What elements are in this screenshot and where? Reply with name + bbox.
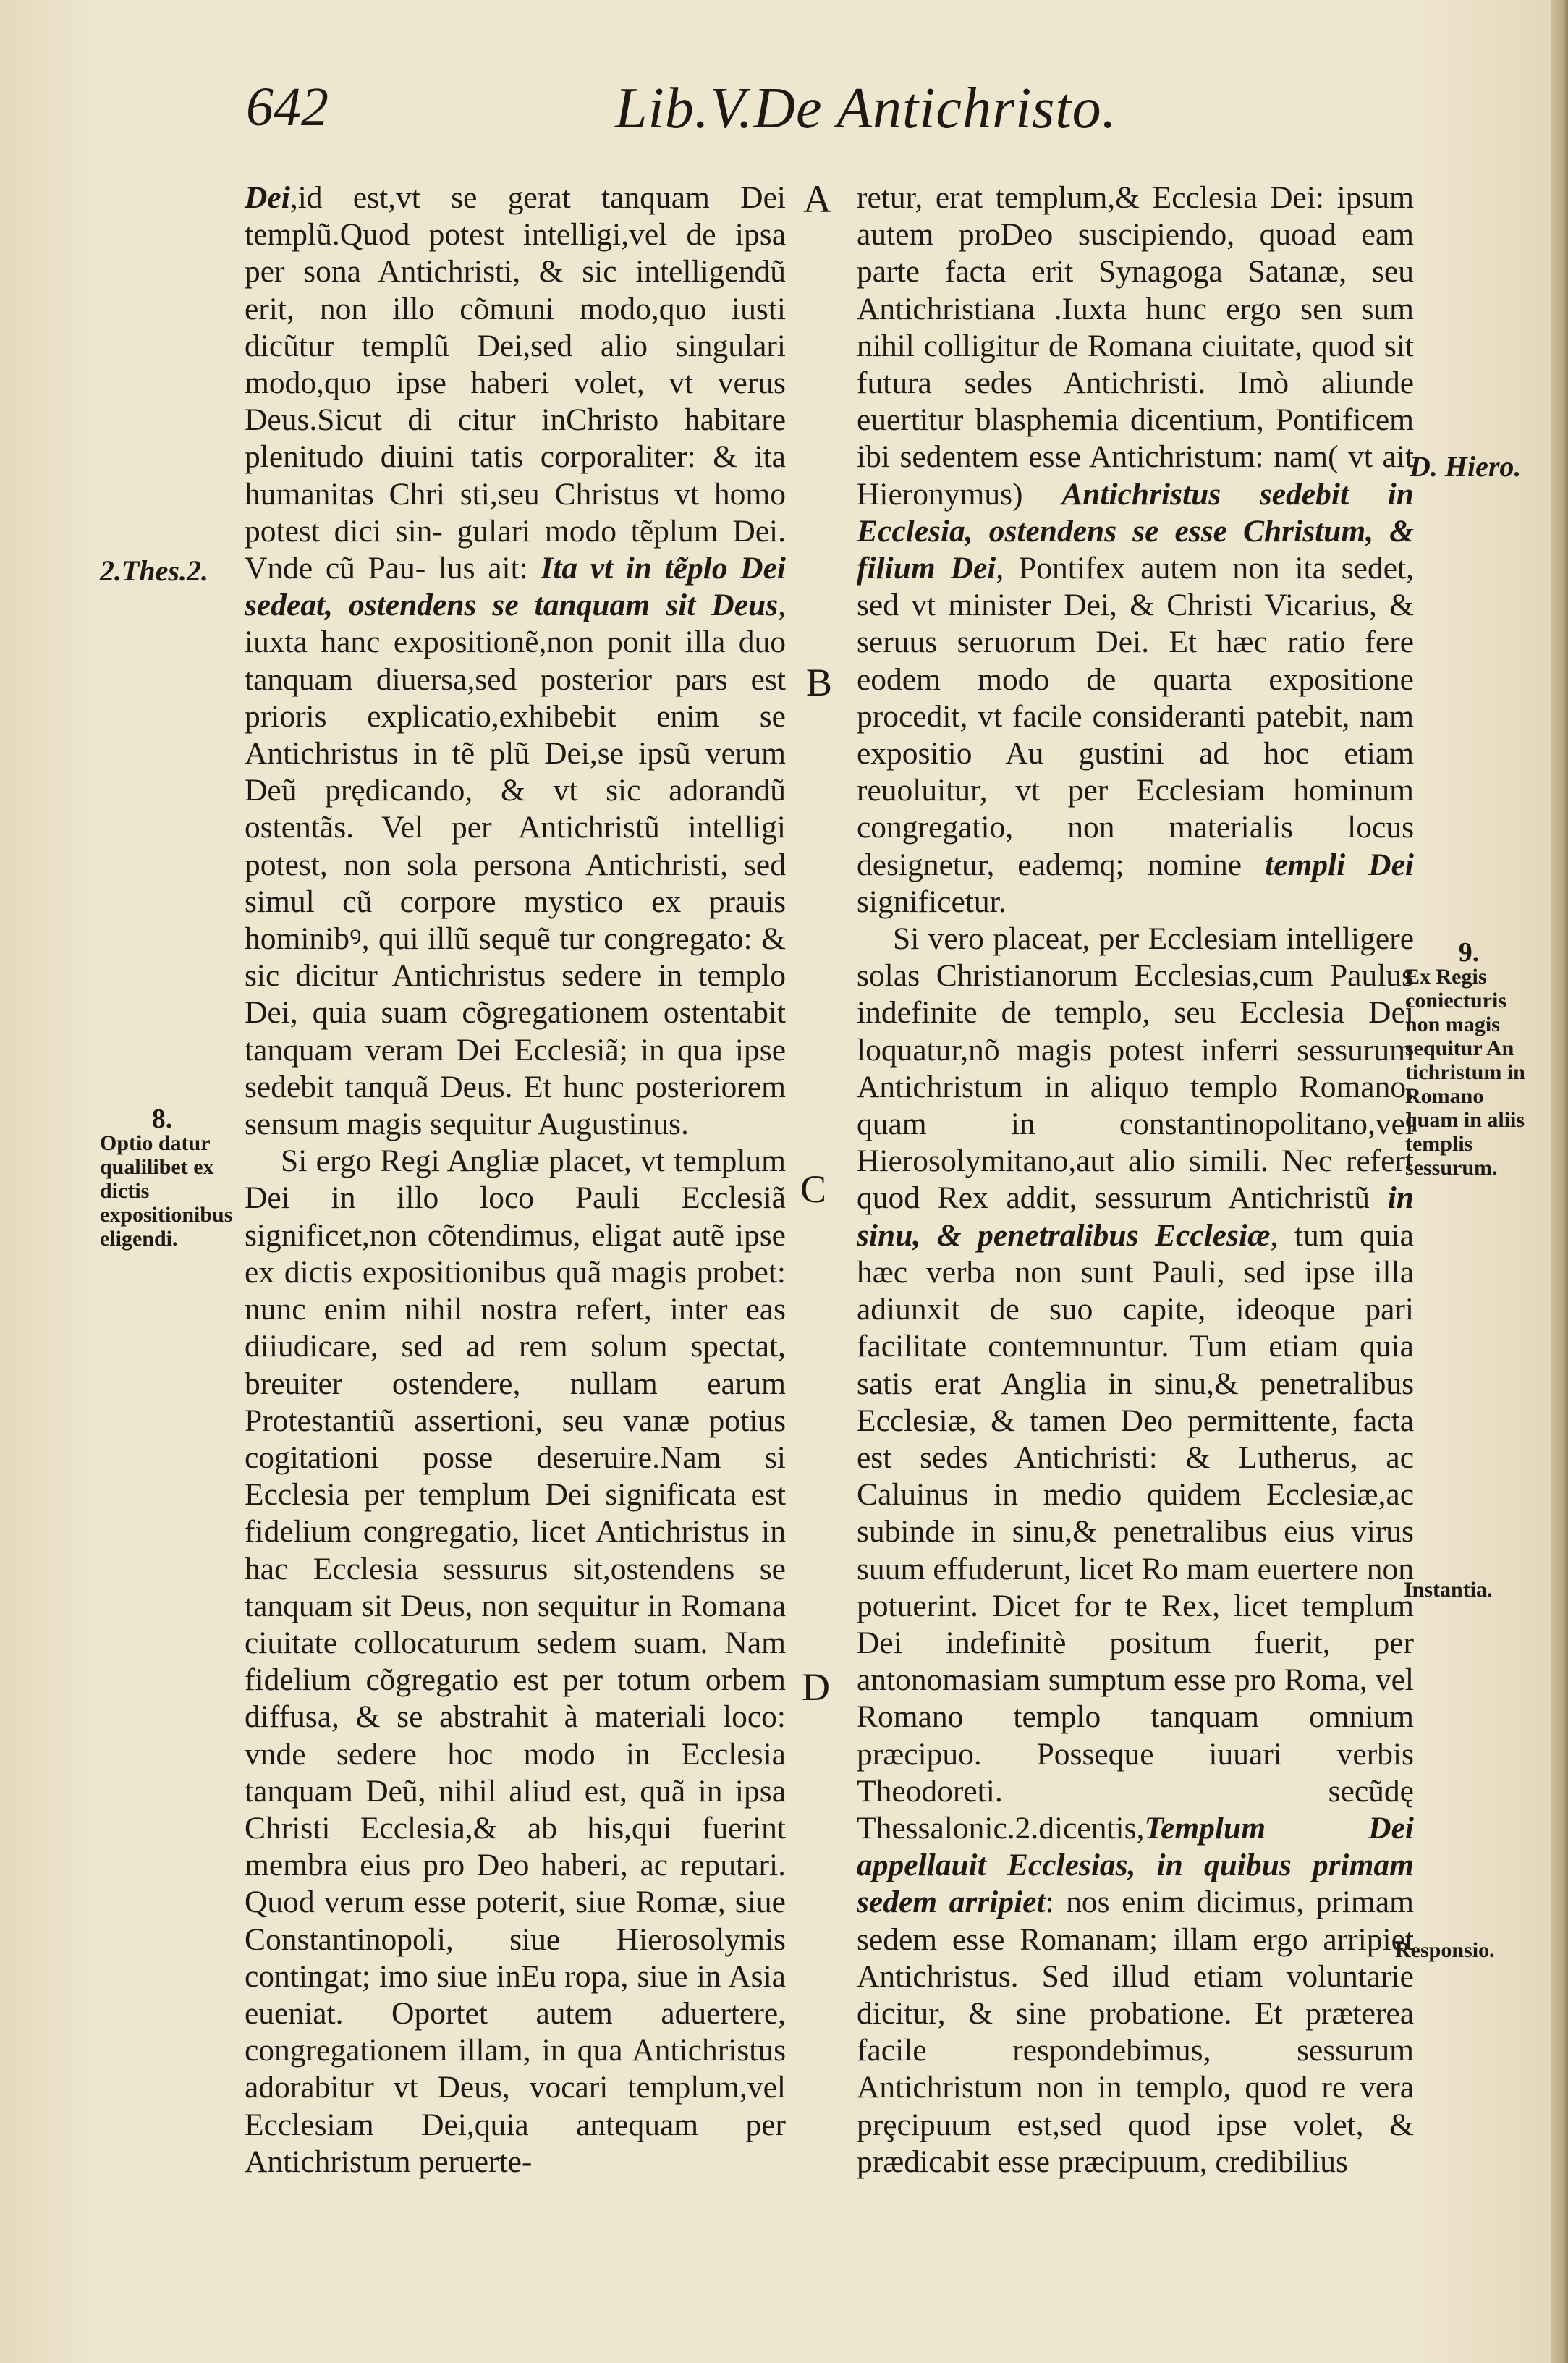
italic-text-segment: Templum Dei appellauit Ecclesias, in quibus primam sedem arripiet <box>857 1810 1414 1920</box>
italic-text-segment: Antichristus sedebit in Ecclesia, ostendens se esse Christum, & filium Dei <box>857 476 1414 586</box>
left-paragraph-2 <box>245 1143 786 2181</box>
text-segment: Si ergo Regi Angliæ placet, vt templum Dei in illo loco Pauli Ecclesiã significet,non cõtendimus, eligat autẽ ipse ex dictis expositionibus quã magis probet: nunc enim nihil nostra refert, inter eas diiudicare, sed ad rem solum spectat, breuiter ostendere, nullam earum Protestantiũ assertioni, seu vanæ potius cogitationi posse deseruire.Nam si Ecclesia per templum Dei significata est fidelium congregatio, licet Antichristus in hac Ecclesia sessurus sit,ostendens se tanquam sit Deus, non sequitur in Romana ciuitate collocaturum sedem suam. Nam fidelium cõgregatio est per totum orbem diffusa, & se abstrahit à materiali loco: vnde sedere hoc modo in Ecclesia tanquam Deũ, nihil aliud est, quã in ipsa Christi Ecclesia,& ab his,qui fuerint membra eius pro Deo haberi, ac reputari. Quod verum esse poterit, siue Romæ, siue Constantinopoli, siue Hierosolymis contingat; imo siue inEu ropa, siue in Asia eueniat. Oportet autem aduertere, congregationem illam, in qua Antichristus adorabitur vt Deus, vocari templum,vel Ecclesiam Dei,quia antequam per Antichristum peruerte- <box>245 1144 786 2179</box>
margin-note-8 <box>100 1104 233 1251</box>
left-paragraph-1 <box>245 179 786 1143</box>
text-segment: Si vero placeat, per Ecclesiam intelligere solas Christianorum Ecclesias,cum Paulus indefinite de templo, seu Ecclesia Dei loquatur,nõ magis potest inferri sessurum Antichristum in aliquo templo Romano, quam in constantinopolitano,vel Hierosolymitano,aut alio simili. Nec refert quod Rex addit, sessurum Antichristũ <box>857 921 1414 1216</box>
text-segment: , tum quia hæc verba non sunt Pauli, sed ipse illa adiunxit de suo capite, ideoque pari facilitate contemnuntur. Tum etiam quia satis erat Anglia in sinu,& penetralibus Ecclesiæ, & tamen Deo permittente, facta est sedes Antichristi: & Lutherus, ac Caluinus in medio quidem Ecclesiæ,ac subinde in sinu,& penetralibus eius virus suum effuderunt, licet Ro mam euertere non potuerint. Dicet for te Rex, licet templum Dei indefinitè positum fuerit, per antonomasiam sumptum esse pro Roma, vel Romano templo tanquam omnium præcipuo. Posseque iuuari verbis Theodoreti. secũdę Thessalonic.2.dicentis, <box>857 1217 1414 1846</box>
text-segment: , iuxta hanc expositionẽ,non ponit illa duo tanquam diuersa,sed posterior pars est prioris explicatio,exhibebit enim se Antichristus in tẽ plũ Dei,se ipsũ verum Deũ prędicando, & vt sic adorandũ ostentãs. Vel per Antichristũ intelligi potest, non sola persona Antichristi, sed simul cũ corpore mystico ex prauis hominibꝰ, qui illũ sequẽ tur congregato: & sic dicitur Antichristus sedere in templo Dei, quia suam cõgregationem ostentabit tanquam veram Dei Ecclesiã; in qua ipse sedebit tanquã Deus. Et hunc posteriorem sensum magis sequitur Augustinus. <box>245 588 786 1142</box>
margin-note-9 <box>1405 937 1533 1180</box>
right-paragraph-1 <box>857 179 1414 921</box>
margin-note-8-text: Optio datur qualilibet ex dictis expositionibus eligendi. <box>100 1131 233 1251</box>
right-column <box>857 179 1414 2181</box>
margin-note-9-text: Ex Regis coniecturis non magis sequitur An tichristum in Romano quam in aliis templis sessurum. <box>1405 965 1525 1180</box>
running-title: Lib.V.De Antichristo. <box>615 77 1117 140</box>
section-letter-d: D <box>802 1665 830 1709</box>
section-letter-b: B <box>806 661 833 704</box>
italic-text-segment: templi Dei <box>1265 847 1414 882</box>
margin-note-instantia: Instantia. <box>1404 1578 1493 1602</box>
italic-text-segment: in sinu, & penetralibus Ecclesiæ <box>857 1180 1414 1253</box>
right-paragraph-2 <box>857 921 1414 2181</box>
left-column <box>245 179 786 2181</box>
section-letter-c: C <box>800 1167 827 1211</box>
page-edge <box>1551 0 1568 2363</box>
text-segment: ,id est,vt se gerat tanquam Dei templũ.Quod potest intelligi,vel de ipsa per sona Antichristi, & sic intelligendũ erit, non illo cõmuni modo,quo iusti dicũtur templũ Dei,sed alio singulari modo,quo ipse haberi volet, vt verus Deus.Sicut di citur inChristo habitare plenitudo diuini tatis corporaliter: & ita humanitas Chri sti,seu Christus vt homo potest dici sin- gulari modo tẽplum Dei. Vnde cũ Pau- lus ait: <box>245 180 786 586</box>
page-header <box>0 76 1568 148</box>
margin-note-responsio: Responsio. <box>1395 1938 1495 1962</box>
page-number: 642 <box>246 77 329 138</box>
margin-note-9-number: 9. <box>1458 937 1480 968</box>
italic-text-segment: Dei <box>245 180 290 215</box>
text-segment: significetur. <box>857 884 1007 919</box>
text-segment: , Pontifex autem non ita sedet, sed vt minister Dei, & Christi Vicarius, & seruus seruorum Dei. Et hæc ratio fere eodem modo de quarta expositione procedit, vt facile consideranti patebit, nam expositio Au gustini ad hoc etiam reuoluitur, vt per Ecclesiam hominum congregatio, non materialis locus designetur, eademq; nomine <box>857 551 1414 882</box>
margin-note-8-number: 8. <box>151 1104 173 1134</box>
margin-note-hiero: D. Hiero. <box>1410 450 1522 483</box>
text-segment: retur, erat templum,& Ecclesia Dei: ipsum autem proDeo suscipiendo, quoad eam parte facta erit Synagoga Satanæ, seu Antichristiana .Iuxta hunc ergo sen sum nihil colligitur de Romana ciuitate, quod sit futura sedes Antichristi. Imò aliunde euertitur blasphemia dicentium, Pontificem ibi sedentem esse Antichristum: nam( vt ait Hieronymus) <box>857 180 1414 512</box>
text-segment: : nos enim dicimus, primam sedem esse Romanam; illam ergo arripiet Antichristus. Sed illud etiam voluntarie dicitur, & sine probatione. Et præterea facile respondebimus, sessurum Antichristum non in templo, quod re vera prȩcipuum est,sed quod ipse volet, & prædicabit esse præcipuum, credibilius <box>857 1885 1414 2179</box>
section-letter-a: A <box>803 177 831 221</box>
italic-text-segment: Ita vt in tẽplo Dei sedeat, ostendens se tanquam sit Deus <box>245 551 786 623</box>
margin-note-thes: 2.Thes.2. <box>100 554 208 587</box>
